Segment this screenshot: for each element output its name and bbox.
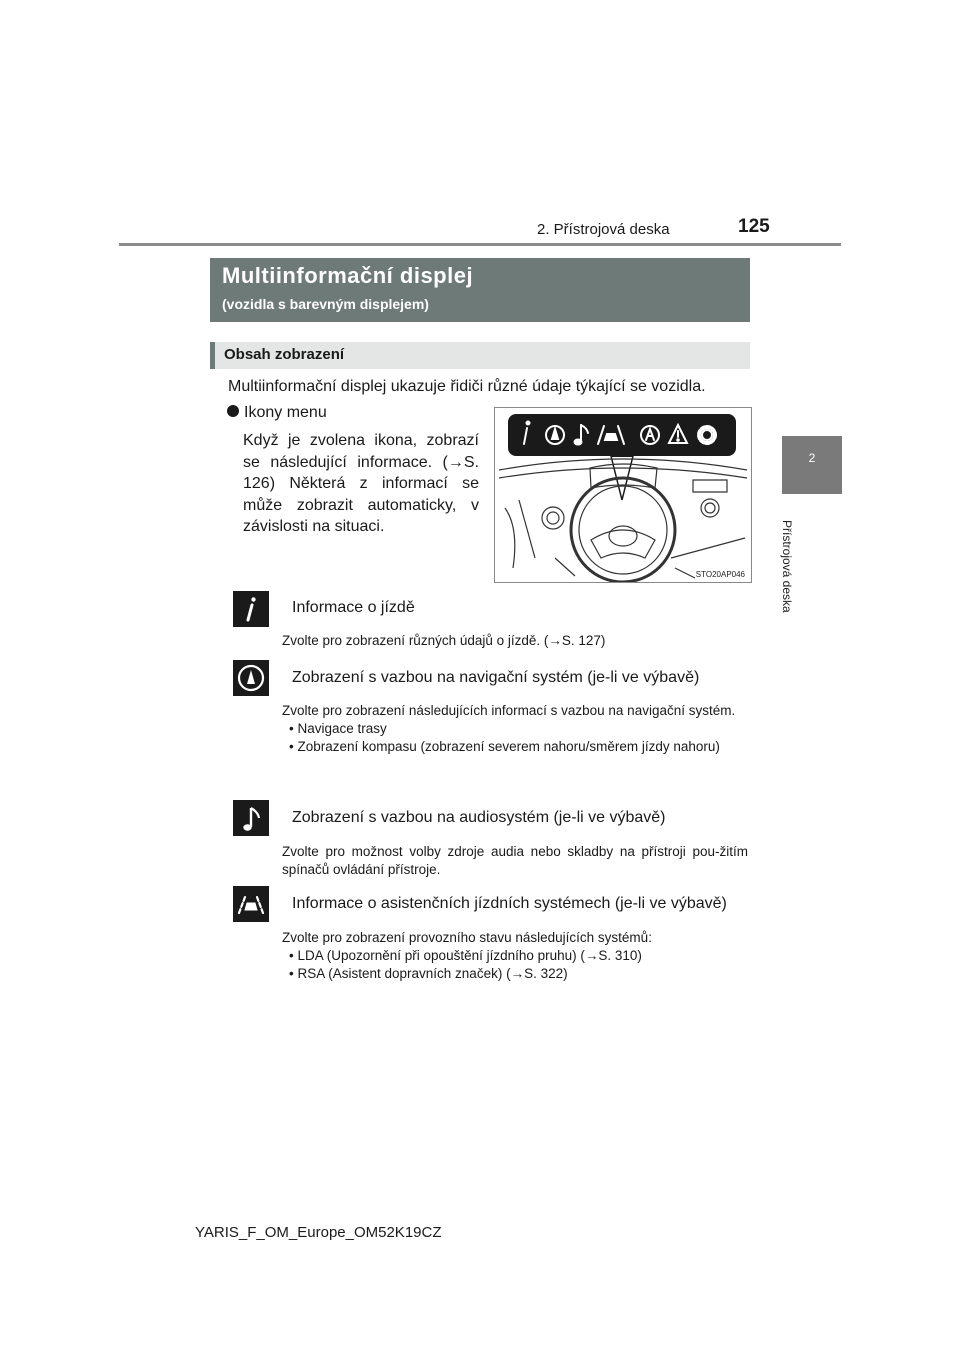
item-desc-text: Zvolte pro zobrazení různých údajů o jízdě. (→S. 127) <box>282 633 606 648</box>
footer-doc-code: YARIS_F_OM_Europe_OM52K19CZ <box>195 1224 442 1241</box>
item-title-driving-info: Informace o jízdě <box>292 599 415 616</box>
info-icon <box>233 591 269 627</box>
item-desc-audio <box>282 843 748 879</box>
bullet-title: Ikony menu <box>244 404 327 421</box>
dashboard-drawing <box>495 408 751 582</box>
chapter-tab-label: Přístrojová deska <box>780 520 794 613</box>
subheading-accent <box>210 342 215 369</box>
page-title: Multiinformační displej <box>222 263 474 288</box>
bullet-icon <box>227 405 239 417</box>
item-desc-text: Zvolte pro zobrazení provozního stavu následujících systémů: <box>282 930 652 945</box>
item-title-navigation: Zobrazení s vazbou na navigační systém (je-li ve výbavě) <box>292 669 700 686</box>
chapter-tab-number: 2 <box>808 451 816 465</box>
item-desc-navigation <box>282 702 748 755</box>
item-desc-driving-assist <box>282 929 748 982</box>
figure-code: STO20AP046 <box>695 570 745 579</box>
list-item: • Navigace trasy <box>289 720 387 736</box>
item-desc-text: Zvolte pro zobrazení následujících informací s vazbou na navigační systém. <box>282 703 736 718</box>
audio-icon <box>233 800 269 836</box>
dashboard-illustration <box>494 407 752 583</box>
item-title-audio: Zobrazení s vazbou na audiosystém (je-li ve výbavě) <box>292 809 666 826</box>
header-rule <box>119 243 841 246</box>
page-number: 125 <box>738 216 770 237</box>
bullet-text: Když je zvolena ikona, zobrazí se následující informace. (→S. 126) Některá z informací se může zobrazit automaticky, v závislosti na situaci. <box>243 432 479 535</box>
list-item: • Zobrazení kompasu (zobrazení severem nahoru/směrem jízdy nahoru) <box>289 738 720 754</box>
driving-assist-icon <box>233 886 269 922</box>
list-item: • LDA (Upozornění při opouštění jízdního pruhu) (→S. 310) <box>289 947 642 963</box>
section-label: 2. Přístrojová deska <box>537 221 670 238</box>
item-title-driving-assist: Informace o asistenčních jízdních systémech (je-li ve výbavě) <box>292 895 727 912</box>
subheading: Obsah zobrazení <box>224 346 345 363</box>
intro-text: Multiinformační displej ukazuje řidiči různé údaje týkající se vozidla. <box>228 378 706 395</box>
navigation-icon <box>233 660 269 696</box>
item-desc-driving-info <box>282 632 748 650</box>
chapter-tab <box>782 436 842 494</box>
item-desc-text: Zvolte pro možnost volby zdroje audia nebo skladby na přístroji pou-žitím spínačů ovládání přístroje. <box>282 844 748 877</box>
list-item: • RSA (Asistent dopravních značek) (→S. 322) <box>289 965 568 981</box>
page-subtitle: (vozidla s barevným displejem) <box>222 296 429 312</box>
